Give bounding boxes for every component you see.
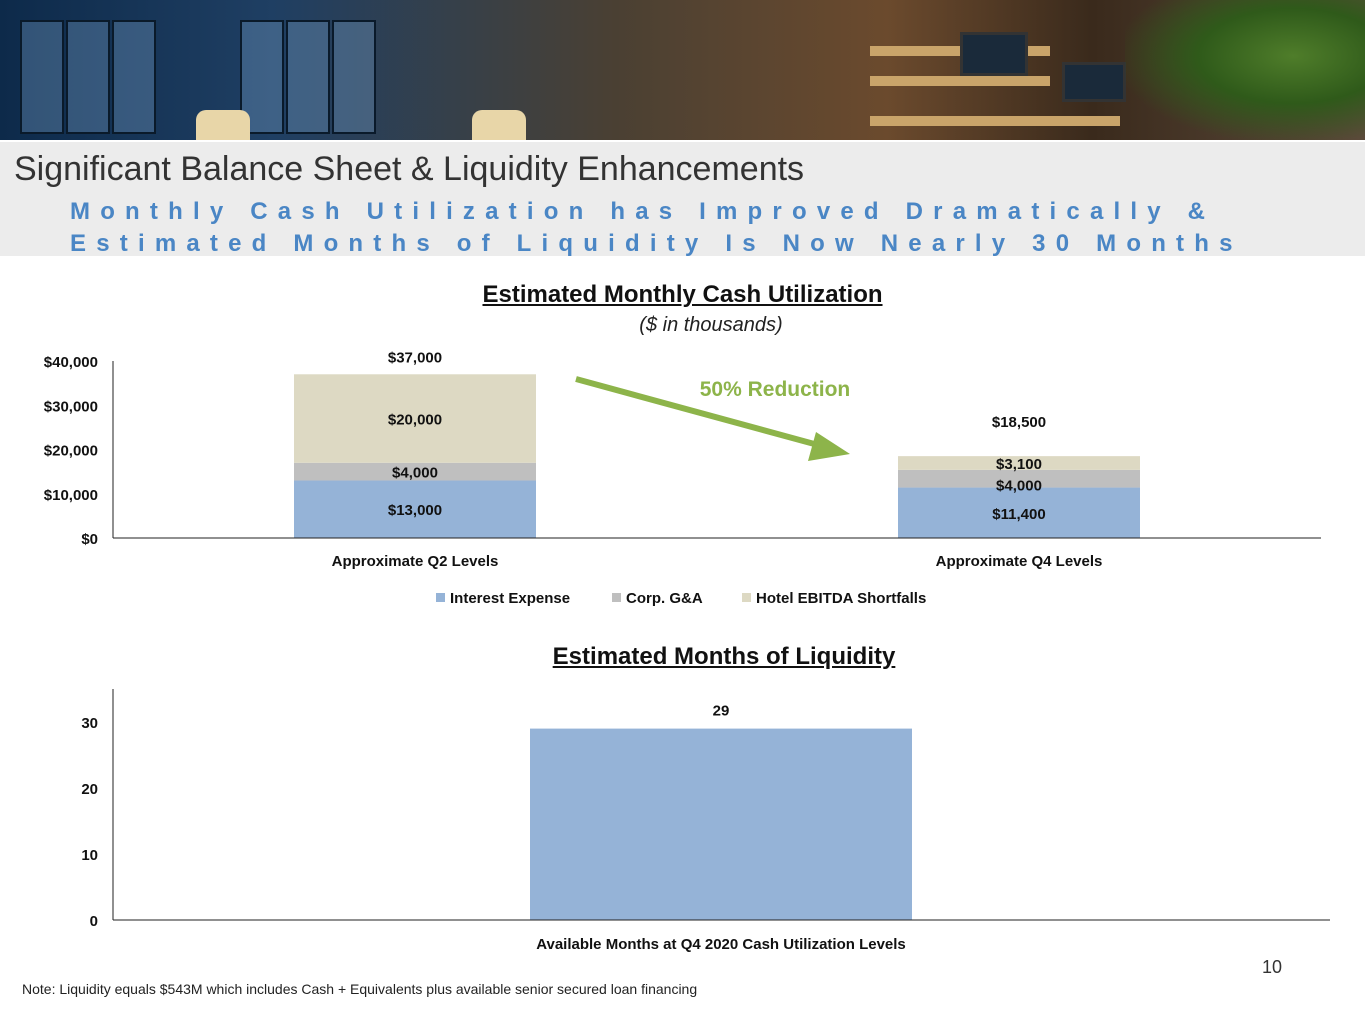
bar-total-label: $18,500 xyxy=(991,414,1047,432)
y-tick-label: $20,000 xyxy=(43,442,98,460)
bar-total-label: $37,000 xyxy=(387,349,443,367)
bar-value-label: 29 xyxy=(712,702,730,720)
y-tick-label: 20 xyxy=(81,781,98,798)
legend-label: Corp. G&A xyxy=(626,590,703,607)
subtitle-line-1: Monthly Cash Utilization has Improved Dramatically & xyxy=(70,198,1216,225)
legend-swatch xyxy=(612,593,621,602)
footnote: Note: Liquidity equals $543M which includes Cash + Equivalents plus available senior secured loan financing xyxy=(22,981,698,997)
banner-photo xyxy=(0,0,1365,140)
reduction-annotation: 50% Reduction xyxy=(699,378,851,401)
bar-value-label: $20,000 xyxy=(387,411,443,429)
y-tick-label: $0 xyxy=(81,531,98,548)
bar-value-label: $4,000 xyxy=(392,464,438,482)
bar-value-label: $4,000 xyxy=(996,477,1042,495)
legend-swatch xyxy=(742,593,751,602)
y-tick-label: $30,000 xyxy=(43,398,98,416)
x-category-label: Approximate Q4 Levels xyxy=(935,553,1103,570)
reduction-arrow-head xyxy=(808,432,850,461)
y-tick-label: $10,000 xyxy=(43,486,98,504)
bar-value-label: $11,400 xyxy=(992,505,1046,523)
legend-label: Interest Expense xyxy=(450,590,571,607)
liquidity-chart-title: Estimated Months of Liquidity xyxy=(552,643,896,670)
y-tick-label: 10 xyxy=(81,847,98,864)
legend-swatch xyxy=(436,593,445,602)
y-tick-label: $40,000 xyxy=(43,354,98,371)
liquidity-bar xyxy=(530,729,912,920)
legend-label: Hotel EBITDA Shortfalls xyxy=(756,590,927,607)
liquidity-months-chart xyxy=(0,680,1365,960)
subtitle-line-2: Estimated Months of Liquidity Is Now Nearly 30 Months xyxy=(70,230,1243,257)
page-number: 10 xyxy=(1262,957,1283,977)
cash-chart-subtitle: ($ in thousands) xyxy=(639,314,783,336)
x-category-label: Approximate Q2 Levels xyxy=(331,553,499,570)
bar-value-label: $13,000 xyxy=(387,502,443,520)
cash-chart-title: Estimated Monthly Cash Utilization xyxy=(482,281,883,308)
x-category-label: Available Months at Q4 2020 Cash Utilization Levels xyxy=(536,936,906,953)
y-tick-label: 0 xyxy=(89,913,98,930)
y-tick-label: 30 xyxy=(81,715,98,732)
page-title: Significant Balance Sheet & Liquidity Enhancements xyxy=(14,150,805,188)
cash-utilization-chart xyxy=(0,340,1365,620)
bar-value-label: $3,100 xyxy=(996,455,1042,473)
